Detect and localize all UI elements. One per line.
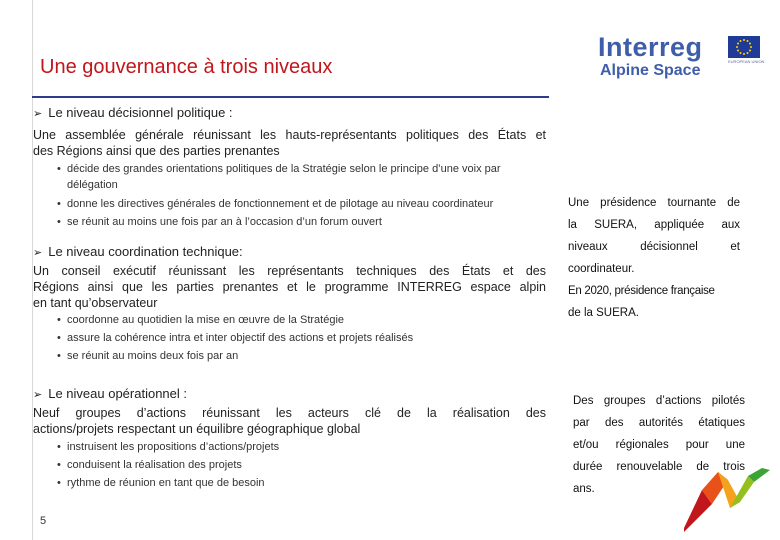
- arrow-bullet-icon: ➢: [33, 389, 43, 401]
- text-line: Un conseil exécutif réunissant les représentants techniques des États et des: [33, 264, 546, 278]
- section-heading-operational: [33, 386, 187, 401]
- note-line: par des autorités étatiques: [573, 417, 745, 429]
- note-line: coordinateur.: [568, 263, 635, 275]
- bullet-dot-icon: •: [57, 477, 61, 489]
- side-note-presidency: [568, 192, 740, 324]
- section-text-operational: [33, 405, 546, 437]
- list-item: [57, 196, 547, 212]
- list-item: [57, 330, 547, 346]
- list-item-text: rythme de réunion en tant que de besoin: [67, 477, 265, 489]
- bullet-dot-icon: •: [57, 441, 61, 453]
- note-line: En 2020, présidence française: [568, 285, 715, 297]
- section-text-political: [33, 127, 546, 159]
- bullet-dot-icon: •: [57, 216, 61, 228]
- list-item: [57, 161, 547, 193]
- list-item: [57, 348, 547, 364]
- list-item: [57, 439, 547, 455]
- heading-text: Le niveau décisionnel politique :: [48, 105, 233, 120]
- list-item-text: se réunit au moins deux fois par an: [67, 350, 239, 362]
- heading-text: Le niveau coordination technique:: [48, 244, 243, 259]
- list-item-text: délégation: [67, 179, 118, 191]
- bullet-dot-icon: •: [57, 198, 61, 210]
- list-item-text: instruisent les propositions d’actions/projets: [67, 441, 280, 453]
- note-line: et/ou régionales pour une: [573, 439, 745, 451]
- text-line: en tant qu’observateur: [33, 296, 158, 310]
- text-line: actions/projets respectant un équilibre géographique global: [33, 422, 361, 436]
- slide-title: Une gouvernance à trois niveaux: [40, 56, 333, 78]
- note-line: durée renouvelable de trois: [573, 461, 745, 473]
- list-item-text: conduisent la réalisation des projets: [67, 459, 242, 471]
- bullet-dot-icon: •: [57, 163, 61, 175]
- note-line: niveaux décisionnel et: [568, 241, 740, 253]
- bullet-dot-icon: •: [57, 459, 61, 471]
- section-heading-technical: [33, 244, 243, 259]
- bullet-dot-icon: •: [57, 314, 61, 326]
- alpine-zigzag-logo-icon: [682, 468, 772, 534]
- note-line: la SUERA, appliquée aux: [568, 219, 740, 231]
- flag-caption: EUROPEAN UNION: [728, 59, 765, 64]
- list-item: [57, 475, 547, 491]
- heading-text: Le niveau opérationnel :: [48, 386, 187, 401]
- arrow-bullet-icon: ➢: [33, 108, 43, 120]
- eu-flag-icon: [728, 36, 760, 58]
- interreg-logo: [598, 32, 768, 82]
- note-line: ans.: [573, 483, 595, 495]
- note-line: de la SUERA.: [568, 307, 639, 319]
- bullet-dot-icon: •: [57, 332, 61, 344]
- bullet-dot-icon: •: [57, 350, 61, 362]
- list-item-text: se réunit au moins une fois par an à l’occasion d’un forum ouvert: [67, 216, 382, 228]
- logo-subtitle: Alpine Space: [600, 62, 701, 79]
- text-line: Neuf groupes d’actions réunissant les acteurs clé de la réalisation des: [33, 406, 546, 420]
- text-line: Une assemblée générale réunissant les hauts-représentants politiques des États et: [33, 128, 546, 142]
- arrow-bullet-icon: ➢: [33, 247, 43, 259]
- text-line: Régions ainsi que les parties prenantes et le programme INTERREG espace alpin: [33, 280, 546, 294]
- note-line: Une présidence tournante de: [568, 197, 740, 209]
- logo-brand: Interreg: [598, 32, 703, 62]
- list-item: [57, 312, 547, 328]
- list-item-text: donne les directives générales de fonctionnement et de pilotage au niveau coordinateur: [67, 198, 494, 210]
- list-item: [57, 214, 547, 230]
- bullet-list-political: [57, 161, 547, 230]
- list-item-text: assure la cohérence intra et inter objectif des actions et projets réalisés: [67, 332, 414, 344]
- text-line: des Régions ainsi que des parties prenantes: [33, 144, 280, 158]
- list-item-text: coordonne au quotidien la mise en œuvre de la Stratégie: [67, 314, 345, 326]
- list-item: [57, 457, 547, 473]
- bullet-list-operational: [57, 439, 547, 491]
- section-heading-political: [33, 105, 233, 120]
- note-line: Des groupes d’actions pilotés: [573, 395, 745, 407]
- page-number: 5: [40, 515, 47, 527]
- title-underline: [32, 96, 549, 98]
- list-item-text: décide des grandes orientations politiques de la Stratégie selon le principe d’une voix par: [67, 163, 501, 175]
- bullet-list-technical: [57, 312, 547, 364]
- section-text-technical: [33, 263, 546, 311]
